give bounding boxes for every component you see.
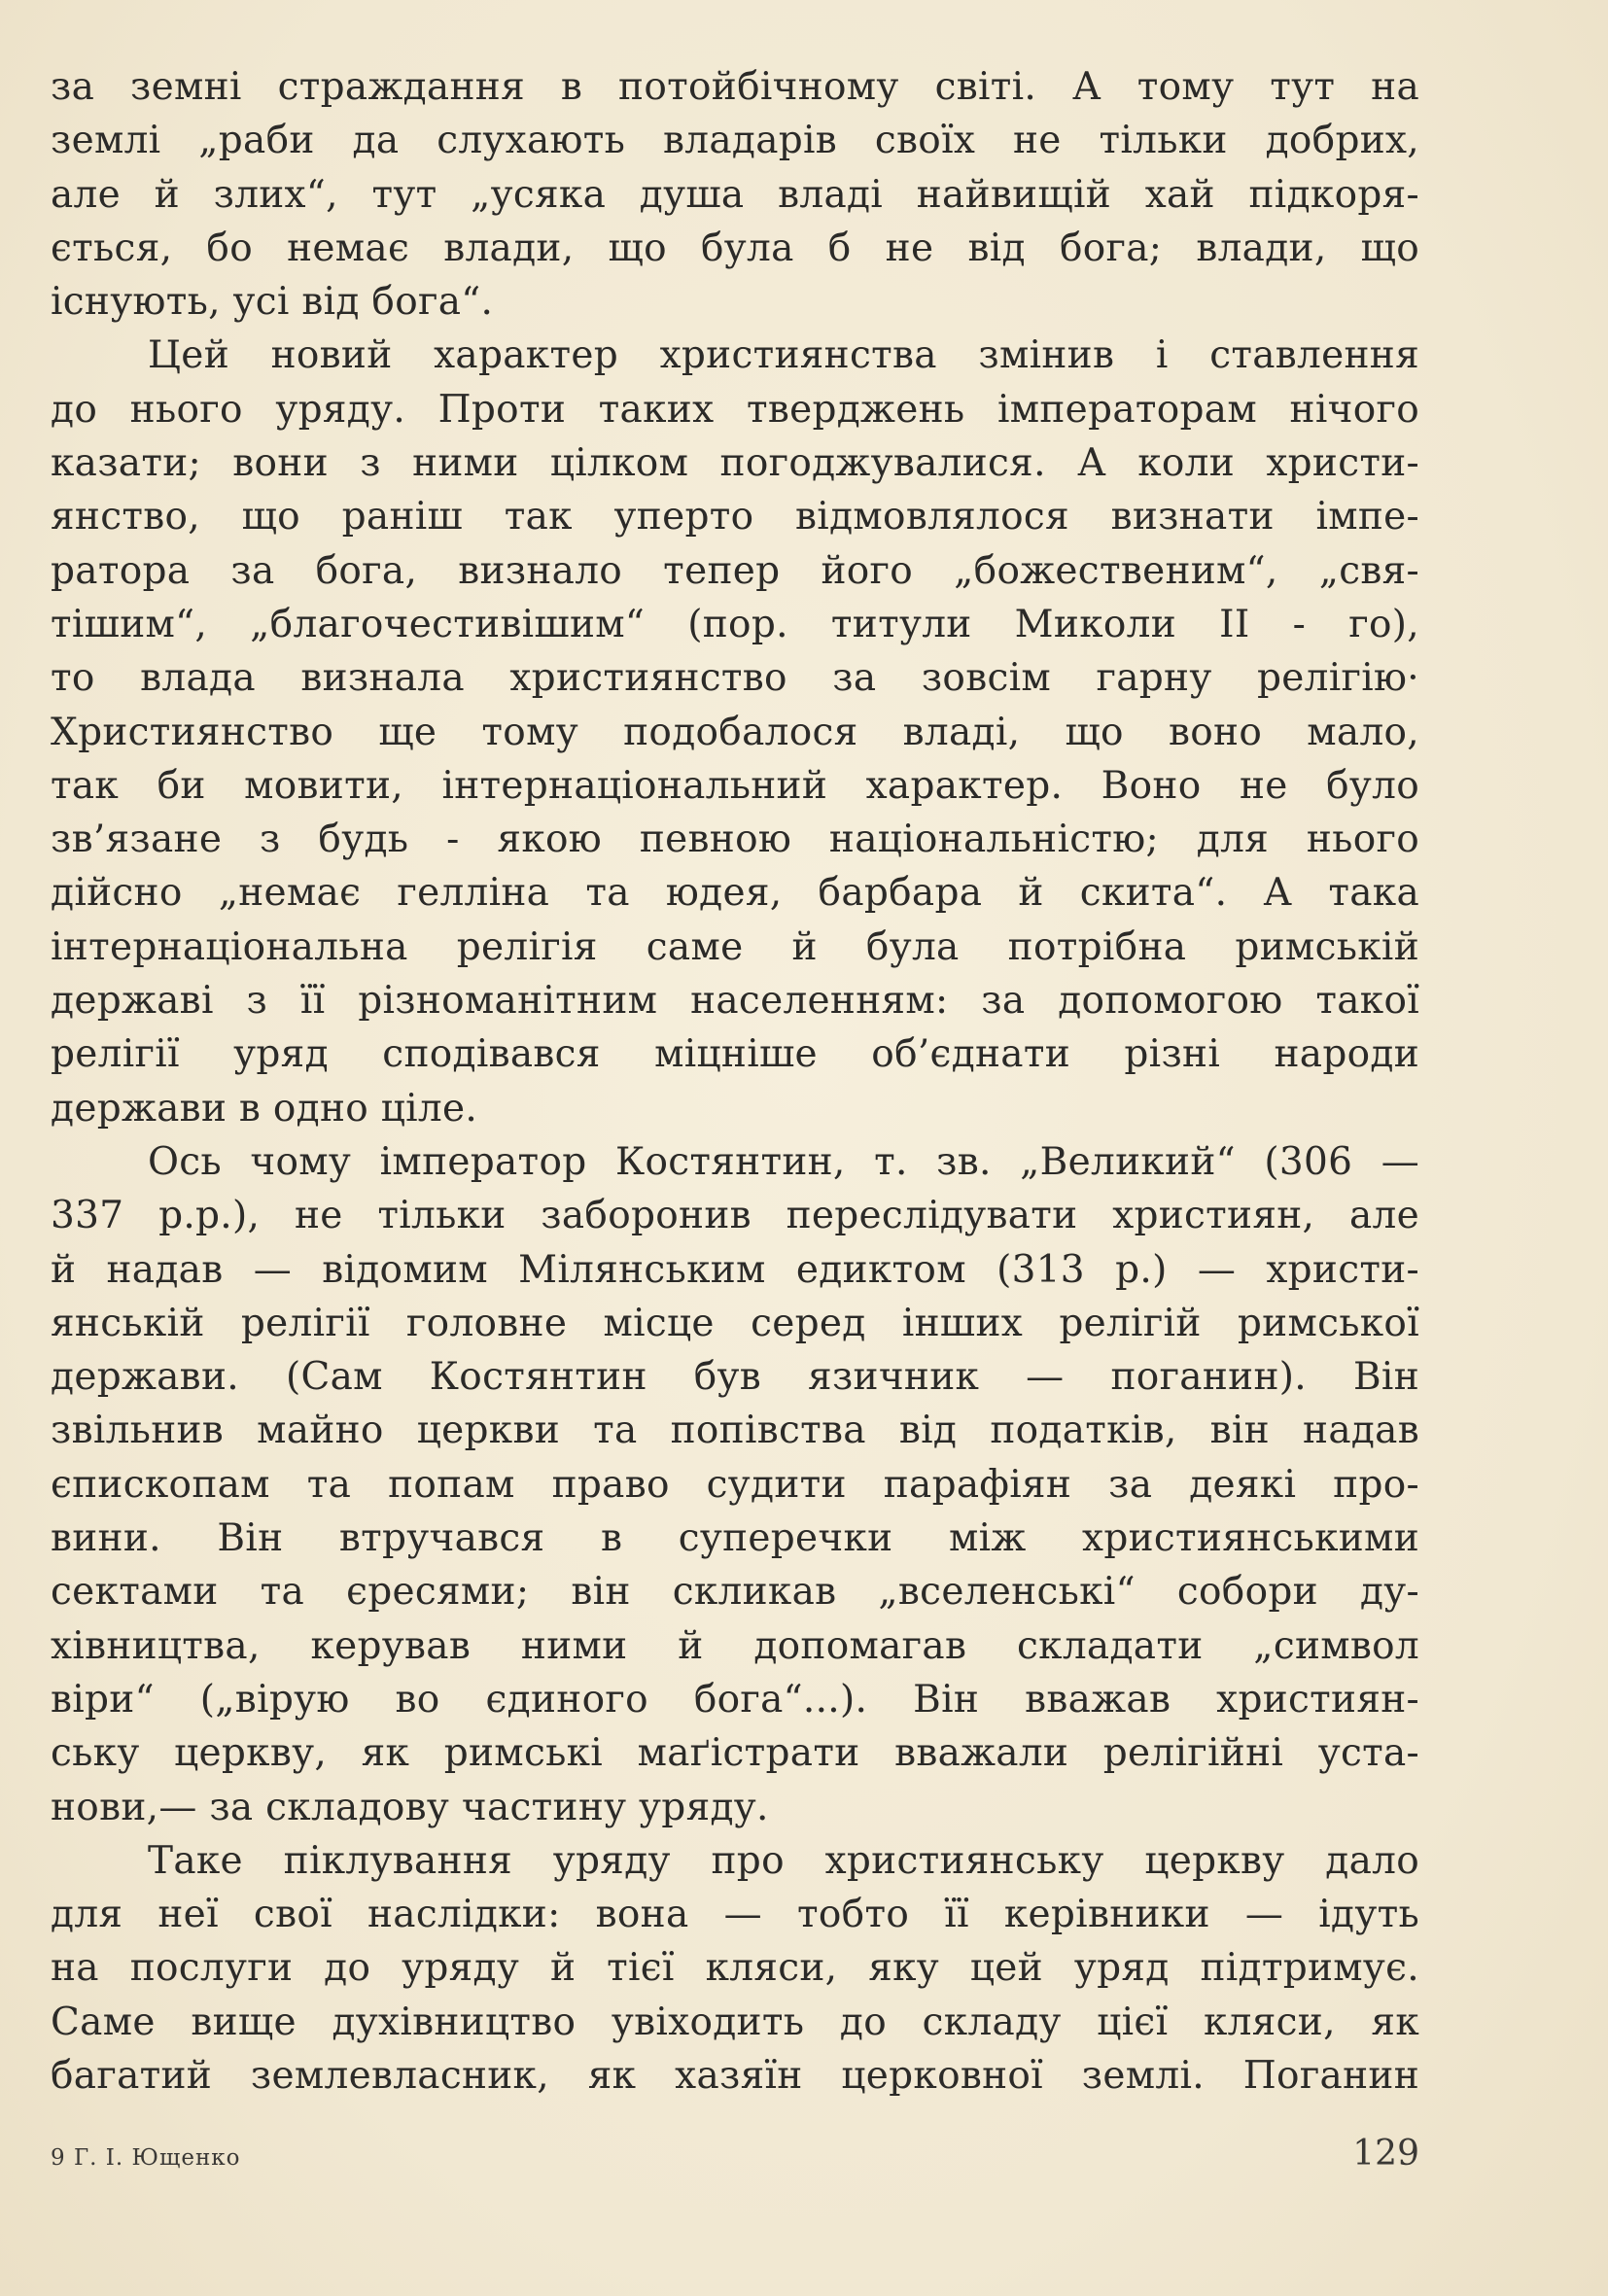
page-number: 129 [1352, 2134, 1419, 2174]
text-line: на послуги до уряду й тієї кляси, яку цей уряд підтримує. [51, 1946, 1419, 1991]
text-line: то влада визнала християнство за зовсім гарну релігію· [51, 656, 1419, 701]
text-line: за земні страждання в потойбічному світі. А тому тут на [51, 65, 1419, 109]
text-line: Саме вище духівництво увіходить до складу цієї кляси, як [51, 2000, 1419, 2044]
text-line: ратора за бога, визнало тепер його „божественим“, „свя- [51, 548, 1419, 593]
text-line: 337 р.р.), не тільки заборонив переслідувати християн, але [51, 1194, 1419, 1238]
text-line: ську церкву, як римські маґістрати вважали релігійні уста- [51, 1731, 1419, 1776]
text-line: але й злих“, тут „усяка душа владі найвищій хай підкоря- [51, 172, 1419, 217]
text-line: вини. Він втручався в суперечки між християнськими [51, 1516, 1419, 1561]
text-line: казати; вони з ними цілком погоджувалися. А коли христи- [51, 441, 1419, 486]
text-line: держави в одно ціле. [51, 1086, 478, 1131]
text-line: Християнство ще тому подобалося владі, що воно мало, [51, 710, 1419, 754]
text-line: нови,— за складову частину уряду. [51, 1785, 769, 1829]
paragraph [51, 329, 1419, 1134]
text-line: релігії уряд сподівався міцніше об’єднати різні народи [51, 1032, 1419, 1077]
text-line: єпископам та попам право судити парафіян за деякі про- [51, 1462, 1419, 1507]
text-line: так би мовити, інтернаціональний характер. Воно не було [51, 763, 1419, 808]
text-line: до нього уряду. Проти таких тверджень імператорам нічого [51, 387, 1419, 432]
text-line: ється, бо немає влади, що була б не від бога; влади, що [51, 226, 1419, 270]
paragraph [51, 1834, 1419, 2103]
text-line: Ось чому імператор Костянтин, т. зв. „Великий“ (306 — [148, 1139, 1419, 1184]
paragraph [51, 1135, 1419, 1834]
printer-signature: 9 Г. І. Ющенко [51, 2145, 241, 2171]
text-line: й надав — відомим Мілянським едиктом (313 р.) — христи- [51, 1247, 1419, 1292]
text-line: інтернаціональна релігія саме й була потрібна римській [51, 924, 1419, 969]
text-line: землі „раби да слухають владарів своїх не тільки добрих, [51, 119, 1419, 163]
text-line: тішим“, „благочестивішим“ (пор. титули Миколи II - го), [51, 602, 1419, 646]
text-line: сектами та єресями; він скликав „вселенські“ собори ду- [51, 1570, 1419, 1615]
text-line: Таке піклування уряду про християнську церкву дало [148, 1838, 1419, 1883]
text-line: дійсно „немає гелліна та юдея, барбара й скита“. А така [51, 871, 1419, 916]
body-text [51, 60, 1419, 2103]
text-line: хівництва, керував ними й допомагав складати „символ [51, 1623, 1419, 1668]
text-line: янській релігії головне місце серед інших релігій римської [51, 1301, 1419, 1345]
text-line: звільнив майно церкви та попівства від податків, він надав [51, 1409, 1419, 1453]
text-line: зв’язане з будь - якою певною національністю; для нього [51, 818, 1419, 862]
text-line: багатий землевласник, як хазяїн церковної землі. Поганин [51, 2053, 1419, 2098]
text-line: Цей новий характер християнства змінив і ставлення [148, 333, 1419, 378]
text-line: держави. (Сам Костянтин був язичник — поганин). Він [51, 1355, 1419, 1400]
text-line: віри“ („вірую во єдиного бога“...). Він вважав християн- [51, 1677, 1419, 1722]
text-line: для неї свої наслідки: вона — тобто її керівники — ідуть [51, 1893, 1419, 1937]
text-line: янство, що раніш так уперто відмовлялося визнати імпе- [51, 495, 1419, 539]
paragraph [51, 60, 1419, 329]
text-line: існують, усі від бога“. [51, 280, 494, 325]
text-line: державі з її різноманітним населенням: за допомогою такої [51, 979, 1419, 1024]
